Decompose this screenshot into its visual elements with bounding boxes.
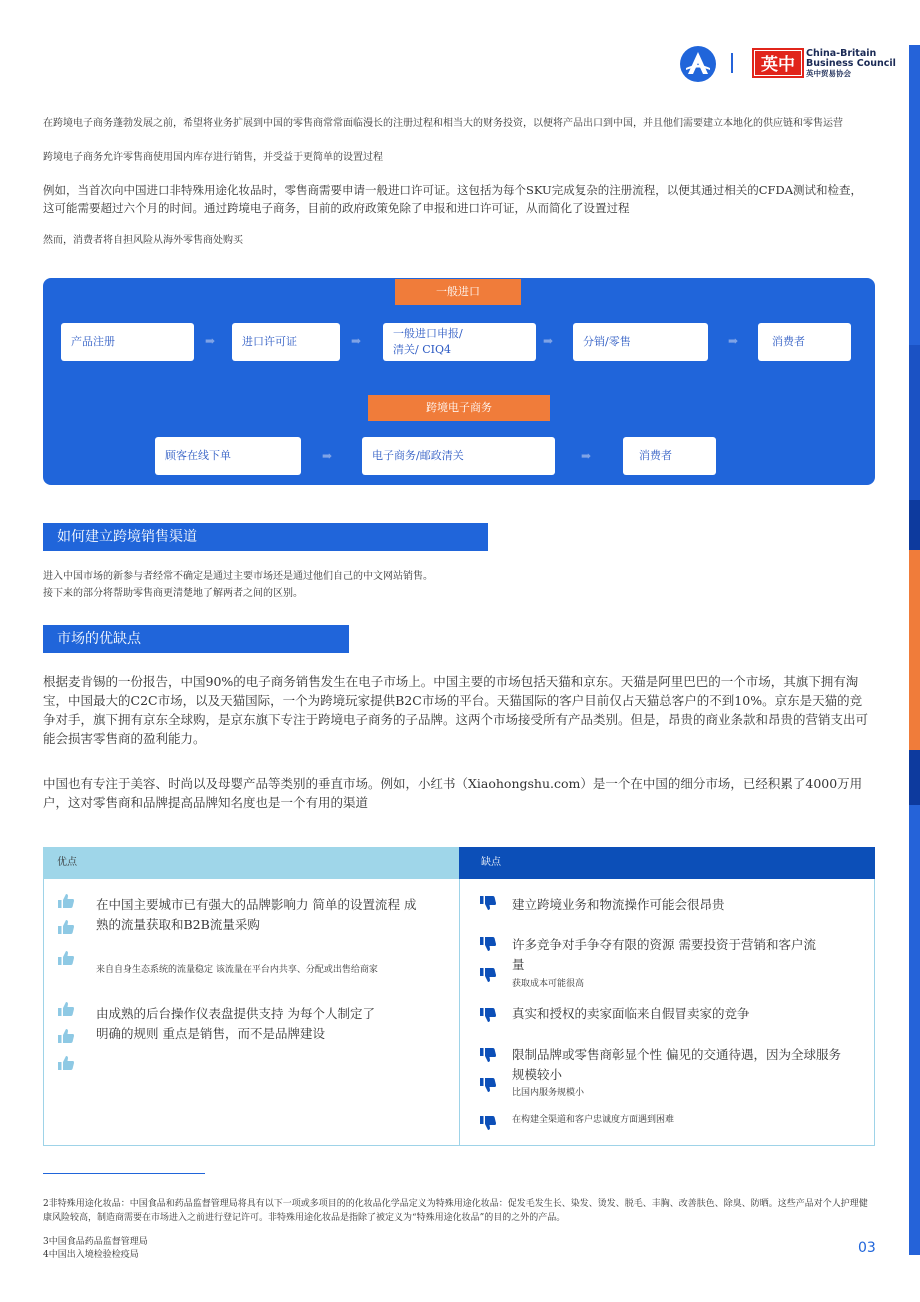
cbec-step-ecommerce-clearance: 电子商务/邮政清关 [362,437,555,475]
org-cn: 英中贸易协会 [806,69,851,78]
thumbs-up-icon [58,1002,74,1016]
org-line1: China-Britain [806,48,877,59]
edge-stripe-blue [909,45,920,345]
footnote-2: 2非特殊用途化妆品：中国食品和药品监督管理局将具有以下一项或多项目的的化妆品化学品定义为特殊用途化妆品：促发毛发生长、染发、烫发、脱毛、丰胸、改善肤色、除臭、防晒。这些产品对个人护理健康风险较高，制造商需要在市场进入之前进行登记许可。非特殊用途化妆品是指除了被定义为“特殊用途化妆品”的目的之外的产品。 [43,1199,868,1223]
section1-paragraph-1: 进入中国市场的新参与者经常不确定是通过主要市场还是通过他们自己的中文网站销售。 [43,571,433,582]
cons-item-6: 比国内服务规模小 [512,1088,585,1098]
edge-stripe-orange [909,550,920,750]
arrow-right-icon: ➡ [728,334,739,348]
thumbs-up-icon [58,920,74,934]
footnote-rule [43,1173,205,1174]
cons-item-4: 真实和授权的卖家面临来自假冒卖家的竞争 [512,1006,750,1021]
pros-item-1: 在中国主要城市已有强大的品牌影响力 简单的设置流程 成熟的流量获取和B2B流量采购 [96,897,417,932]
arrow-right-icon: ➡ [205,334,216,348]
arrow-right-icon: ➡ [322,449,333,463]
footnote-3: 3中国食品药品监督管理局 [43,1237,148,1247]
intro-paragraph-4: 然而，消费者将自担风险从海外零售商处购买 [43,235,243,246]
cons-item-7: 在构建全渠道和客户忠诚度方面遇到困难 [512,1115,675,1125]
cons-item-3: 获取成本可能很高 [512,979,585,989]
pros-header: 优点 [43,847,459,879]
thumbs-down-icon [480,1048,496,1062]
thumbs-up-icon [58,1056,74,1070]
org-line2: Business Council [806,58,896,69]
thumbs-down-icon [480,1078,496,1092]
cbec-label: 跨境电子商务 [368,395,550,421]
pros-item-3: 由成熟的后台操作仪表盘提供支持 为每个人制定了明确的规则 重点是销售，而不是品牌建设 [96,1006,375,1041]
edge-stripe-blue [909,345,920,500]
pros-item-2: 来自自身生态系统的流量稳定 该流量在平台内共享、分配或出售给商家 [96,965,378,975]
thumbs-down-icon [480,896,496,910]
flow-step-customs-declaration: 一般进口申报/ 清关/ CIQ4 [383,323,536,361]
flow-step-distribution: 分销/零售 [573,323,708,361]
thumbs-up-icon [58,1029,74,1043]
edge-stripe-navy [909,500,920,550]
footnote-4: 4中国出入境检验检疫局 [43,1250,139,1260]
section1-paragraph-2: 接下来的部分将帮助零售商更清楚地了解两者之间的区别。 [43,588,303,599]
table-divider [459,879,460,1146]
section-title-pros-cons: 市场的优缺点 [43,625,349,653]
page-number: 03 [858,1240,876,1256]
flow-step-consumer: 消费者 [758,323,851,361]
general-import-label: 一般进口 [395,279,521,305]
intro-paragraph-1: 在跨境电子商务蓬勃发展之前，希望将业务扩展到中国的零售商常常面临漫长的注册过程和相当大的财务投资，以便将产品出口到中国，并且他们需要建立本地化的供应链和零售运营 [43,118,843,129]
thumbs-up-icon [58,894,74,908]
edge-stripe-blue [909,805,920,1255]
intro-paragraph-3: 例如，当首次向中国进口非特殊用途化妆品时，零售商需要申请一般进口许可证。这包括为每个SKU完成复杂的注册流程，以便其通过相关的CFDA测试和检查，这可能需要超过六个月的时间。通过跨境电子商务，目前的政府政策免除了申报和进口许可证，从而简化了设置过程 [43,183,863,215]
cbec-step-consumer: 消费者 [623,437,716,475]
thumbs-down-icon [480,937,496,951]
cons-item-5: 限制品牌或零售商彰显个性 偏见的交通待遇，因为全球服务规模较小 [512,1047,841,1082]
thumbs-down-icon [480,1008,496,1022]
cons-item-1: 建立跨境业务和物流操作可能会很昂贵 [512,897,725,912]
cons-header: 缺点 [459,847,875,879]
section2-paragraph-2: 中国也有专注于美容、时尚以及母婴产品等类别的垂直市场。例如，小红书（Xiaohongshu.com）是一个在中国的细分市场，已经积累了4000万用户，这对零售商和品牌提高品牌知名度也是一个有用的渠道 [43,776,863,810]
thumbs-down-icon [480,968,496,982]
flow-step-product-registration: 产品注册 [61,323,194,361]
cbbc-mark: 英中 [761,55,795,75]
arrow-right-icon: ➡ [581,449,592,463]
cbbc-logo-icon [752,48,804,78]
edge-stripe-navy [909,750,920,805]
arrow-right-icon: ➡ [543,334,554,348]
arrow-right-icon: ➡ [351,334,362,348]
section-title-channels: 如何建立跨境销售渠道 [43,523,488,551]
cbbc-wordmark [806,49,896,79]
thumbs-up-icon [58,951,74,965]
cbec-step-order-online: 顾客在线下单 [155,437,301,475]
flow-step-import-license: 进口许可证 [232,323,340,361]
section2-paragraph-1: 根据麦肯锡的一份报告，中国90%的电子商务销售发生在电子市场上。中国主要的市场包括天猫和京东。天猫是阿里巴巴的一个市场，其旗下拥有淘宝，中国最大的C2C市场，以及天猫国际，一个为跨境玩家提供B2C市场的平台。天猫国际的客户目前仅占天猫总客户的不到10%。京东是天猫的竞争对手，旗下拥有京东全球购，是京东旗下专注于跨境电子商务的子品牌。这两个市场接受所有产品类别。但是，昂贵的商业条款和昂贵的营销支出可能会损害零售商的盈利能力。 [43,674,869,746]
thumbs-down-icon [480,1116,496,1130]
brand-a-logo-icon [680,46,716,82]
logo-divider [731,53,733,73]
cons-item-2: 许多竞争对手争夺有限的资源 需要投资于营销和客户流量 [512,937,816,972]
intro-paragraph-2: 跨境电子商务允许零售商使用国内库存进行销售，并受益于更简单的设置过程 [43,152,383,163]
